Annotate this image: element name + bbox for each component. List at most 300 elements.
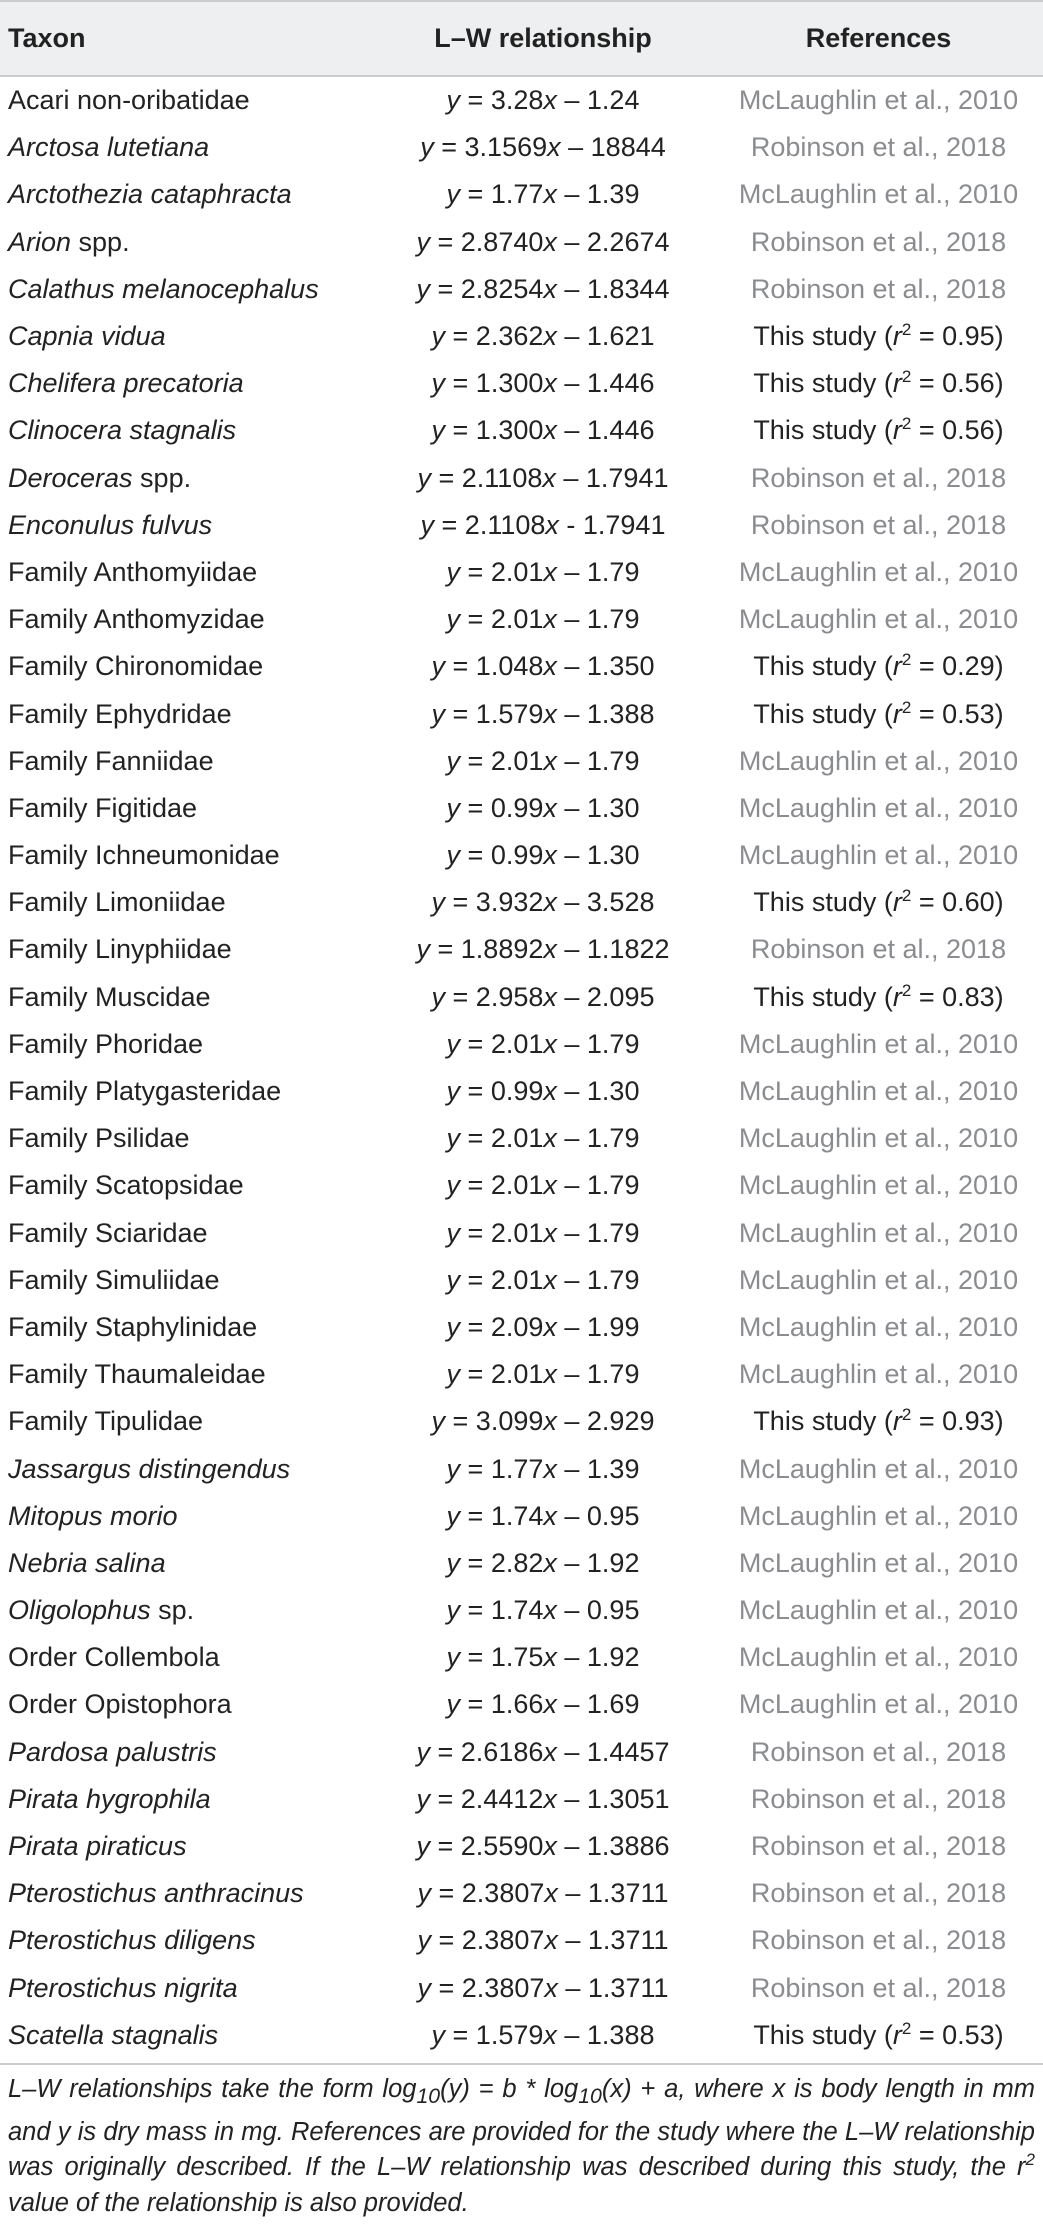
eq-x: x: [543, 651, 557, 682]
eq-y: y: [431, 651, 446, 682]
eq-equals: =: [431, 1925, 462, 1956]
taxon-name: Acari non-oribatidae: [8, 85, 250, 116]
lw-equation-cell: [372, 1634, 714, 1681]
reference-cell: McLaughlin et al., 2010: [738, 1264, 1019, 1295]
taxon-name: Calathus melanocephalus: [8, 273, 319, 304]
eq-slope: 1.75: [490, 1642, 544, 1673]
taxon-cell: [0, 785, 372, 832]
lw-equation-cell: [372, 1210, 714, 1257]
taxon-cell: [0, 1681, 372, 1728]
taxon-cell: [0, 1210, 372, 1257]
eq-x: x: [543, 792, 557, 823]
taxon-cell: [0, 596, 372, 643]
eq-slope: 3.28: [490, 85, 544, 116]
eq-intercept: 1.79: [586, 1217, 640, 1248]
eq-minus: –: [556, 1831, 587, 1862]
taxon-cell: [0, 926, 372, 973]
study-close: ): [994, 651, 1004, 682]
eq-intercept: 1.39: [586, 179, 640, 210]
eq-equals: =: [445, 651, 476, 682]
footnote-part3: (x) + a, where x is body length in mm and y is dry mass in mg. References are provided for the study where the L–W relationship was originally described. If the L–W relationship was described during this study, the r: [8, 2075, 1035, 2182]
study-r: r: [892, 651, 902, 682]
eq-minus: –: [556, 981, 587, 1012]
reference-cell: Robinson et al., 2018: [750, 462, 1007, 493]
table-row: [0, 1257, 1043, 1304]
taxon-cell: [0, 2012, 372, 2059]
eq-intercept: 3.528: [586, 887, 655, 918]
eq-slope: 2.3807: [461, 1925, 545, 1956]
taxon-cell: [0, 1965, 372, 2012]
eq-minus: –: [556, 1453, 587, 1484]
eq-intercept: 1.69: [586, 1689, 640, 1720]
table-row: [0, 1115, 1043, 1162]
footnote-part4: value of the relationship is also provided.: [8, 2188, 469, 2217]
eq-slope: 2.1108: [464, 509, 546, 540]
eq-equals: =: [460, 1170, 491, 1201]
eq-intercept: 1.30: [586, 840, 640, 871]
eq-x: x: [543, 1028, 557, 1059]
eq-x: x: [543, 179, 557, 210]
eq-equals: =: [445, 415, 476, 446]
reference-cell: McLaughlin et al., 2010: [738, 1500, 1019, 1531]
eq-minus: –: [556, 1076, 587, 1107]
reference-cell: McLaughlin et al., 2010: [738, 1642, 1019, 1673]
eq-y: y: [416, 1783, 430, 1814]
table-row: [0, 171, 1043, 218]
eq-y: y: [446, 1170, 461, 1201]
lw-equation-cell: [372, 313, 714, 360]
study-close: ): [994, 2019, 1004, 2050]
eq-minus: –: [556, 1689, 587, 1720]
eq-intercept: 18844: [590, 132, 666, 163]
taxon-name: Jassargus distingendus: [8, 1453, 291, 1484]
reference-cell: McLaughlin et al., 2010: [738, 1217, 1019, 1248]
lw-equation-cell: [372, 2012, 714, 2059]
eq-equals: =: [445, 981, 476, 1012]
eq-equals: =: [460, 1689, 491, 1720]
lw-equation-cell: [372, 455, 714, 502]
eq-y: y: [446, 179, 461, 210]
table-row: [0, 266, 1043, 313]
eq-equals: =: [460, 1359, 491, 1390]
taxon-cell: [0, 1162, 372, 1209]
taxon-name: Mitopus morio: [8, 1500, 178, 1531]
eq-y: y: [446, 1359, 461, 1390]
study-r: r: [892, 321, 902, 352]
eq-intercept: 1.3711: [587, 1878, 669, 1909]
eq-x: x: [543, 1170, 557, 1201]
eq-minus: –: [556, 273, 587, 304]
eq-y: y: [446, 745, 461, 776]
eq-intercept: 1.388: [586, 698, 655, 729]
eq-intercept: 1.388: [586, 2019, 655, 2050]
footnote-part1: L–W relationships take the form log: [8, 2075, 417, 2103]
eq-equals: =: [460, 556, 491, 587]
table-row: [0, 974, 1043, 1021]
taxon-cell: [0, 502, 372, 549]
taxon-cell: [0, 407, 372, 454]
taxon-name: Pirata hygrophila: [8, 1783, 211, 1814]
footnote-sup: 2: [1025, 2150, 1035, 2170]
eq-equals: =: [433, 132, 465, 163]
study-prefix: This study (: [753, 1406, 893, 1437]
study-eq: =: [911, 415, 943, 446]
eq-intercept: 1.99: [586, 1311, 640, 1342]
study-sup: 2: [901, 414, 912, 434]
study-sup: 2: [901, 650, 912, 670]
study-eq: =: [911, 981, 943, 1012]
taxon-name: Family Scatopsidae: [8, 1170, 244, 1201]
eq-x: x: [544, 1972, 558, 2003]
header-lw-relationship: L–W relationship: [434, 23, 652, 53]
table-row: [0, 1681, 1043, 1728]
reference-cell: McLaughlin et al., 2010: [738, 1311, 1019, 1342]
eq-minus: –: [556, 556, 587, 587]
taxon-cell: [0, 1445, 372, 1492]
table-row: [0, 77, 1043, 124]
table-row: [0, 407, 1043, 454]
eq-intercept: 1.79: [586, 1028, 640, 1059]
lw-equation-cell: [372, 502, 714, 549]
taxon-cell: [0, 455, 372, 502]
footnote-sub1: 10: [416, 2084, 441, 2109]
table-row: [0, 1445, 1043, 1492]
eq-slope: 1.77: [490, 1453, 544, 1484]
taxon-name: Chelifera precatoria: [8, 368, 244, 399]
table-row: [0, 596, 1043, 643]
lw-equation-cell: [372, 832, 714, 879]
eq-y: y: [446, 1642, 461, 1673]
reference-cell: Robinson et al., 2018: [750, 1972, 1007, 2003]
eq-minus: –: [556, 321, 587, 352]
lw-equation-cell: [372, 1445, 714, 1492]
eq-y: y: [416, 1831, 430, 1862]
eq-minus: –: [556, 792, 587, 823]
eq-equals: =: [460, 792, 491, 823]
table-row: [0, 643, 1043, 690]
taxon-name: Pterostichus diligens: [8, 1925, 256, 1956]
eq-minus: –: [556, 698, 587, 729]
eq-equals: =: [431, 1878, 462, 1909]
eq-minus: –: [556, 179, 587, 210]
reference-cell: Robinson et al., 2018: [750, 509, 1007, 540]
eq-minus: –: [560, 132, 591, 163]
taxon-suffix: sp.: [150, 1595, 195, 1626]
eq-intercept: 1.3711: [587, 1925, 669, 1956]
eq-slope: 1.048: [475, 651, 544, 682]
taxon-cell: [0, 1021, 372, 1068]
reference-cell: [714, 2012, 1043, 2059]
taxon-name: Family Ichneumonidae: [8, 840, 280, 871]
eq-minus: –: [556, 1500, 587, 1531]
eq-y: y: [417, 462, 431, 493]
taxon-name: Scatella stagnalis: [8, 2019, 219, 2050]
eq-x: x: [543, 934, 557, 965]
eq-minus: –: [557, 1925, 588, 1956]
eq-x: x: [543, 1359, 557, 1390]
eq-y: y: [431, 887, 446, 918]
study-sup: 2: [901, 697, 912, 717]
eq-minus: –: [557, 1972, 588, 2003]
eq-intercept: 2.095: [586, 981, 655, 1012]
eq-slope: 1.300: [475, 368, 544, 399]
study-prefix: This study (: [753, 2019, 893, 2050]
eq-equals: =: [431, 1972, 462, 2003]
eq-y: y: [446, 604, 461, 635]
taxon-cell: [0, 124, 372, 171]
eq-x: x: [543, 1689, 557, 1720]
eq-slope: 2.01: [490, 745, 544, 776]
eq-slope: 2.8740: [460, 226, 544, 257]
study-r2-value: 0.29: [942, 651, 995, 682]
study-prefix: This study (: [753, 981, 893, 1012]
eq-slope: 1.8892: [460, 934, 544, 965]
taxon-name: Family Simuliidae: [8, 1264, 220, 1295]
reference-cell: McLaughlin et al., 2010: [738, 745, 1019, 776]
lw-equation-cell: [372, 1021, 714, 1068]
header-taxon: Taxon: [8, 23, 86, 53]
table-row: [0, 360, 1043, 407]
reference-cell: McLaughlin et al., 2010: [738, 179, 1019, 210]
eq-minus: –: [556, 840, 587, 871]
taxon-name: Nebria salina: [8, 1547, 166, 1578]
taxon-cell: [0, 643, 372, 690]
eq-x: x: [543, 273, 557, 304]
eq-y: y: [446, 1076, 461, 1107]
eq-y: y: [446, 1689, 461, 1720]
study-eq: =: [911, 368, 943, 399]
eq-y: y: [431, 981, 446, 1012]
eq-intercept: 1.446: [586, 368, 655, 399]
study-sup: 2: [901, 2018, 912, 2038]
eq-minus: –: [556, 1028, 587, 1059]
lw-equation-cell: [372, 407, 714, 454]
taxon-cell: [0, 879, 372, 926]
eq-minus: -: [558, 509, 583, 540]
eq-equals: =: [460, 1453, 491, 1484]
eq-y: y: [416, 226, 430, 257]
reference-cell: McLaughlin et al., 2010: [738, 1170, 1019, 1201]
study-r: r: [892, 698, 902, 729]
reference-cell: McLaughlin et al., 2010: [738, 1453, 1019, 1484]
eq-slope: 3.932: [475, 887, 544, 918]
eq-intercept: 1.79: [586, 1170, 640, 1201]
taxon-cell: [0, 832, 372, 879]
lw-equation-cell: [372, 171, 714, 218]
table-row: [0, 219, 1043, 266]
eq-intercept: 1.92: [586, 1547, 640, 1578]
lw-equation-cell: [372, 1162, 714, 1209]
eq-minus: –: [556, 1264, 587, 1295]
taxon-cell: [0, 360, 372, 407]
reference-cell: McLaughlin et al., 2010: [738, 1595, 1019, 1626]
reference-cell: Robinson et al., 2018: [750, 273, 1007, 304]
eq-intercept: 1.79: [586, 556, 640, 587]
bottom-rule: [0, 2063, 1043, 2065]
reference-cell: Robinson et al., 2018: [750, 1736, 1007, 1767]
eq-slope: 3.099: [475, 1406, 544, 1437]
study-r: r: [892, 981, 902, 1012]
table-row: [0, 1823, 1043, 1870]
lw-equation-cell: [372, 1587, 714, 1634]
taxon-suffix: spp.: [71, 226, 130, 257]
study-prefix: This study (: [753, 321, 893, 352]
eq-intercept: 1.79: [586, 604, 640, 635]
lw-equation-cell: [372, 1351, 714, 1398]
eq-intercept: 1.92: [586, 1642, 640, 1673]
taxon-cell: [0, 1351, 372, 1398]
eq-intercept: 0.95: [586, 1500, 640, 1531]
taxon-name: Family Fanniidae: [8, 745, 214, 776]
study-r: r: [892, 1406, 902, 1437]
eq-minus: –: [556, 1359, 587, 1390]
study-r2-value: 0.60: [942, 887, 995, 918]
eq-slope: 1.77: [490, 179, 544, 210]
reference-cell: [714, 974, 1043, 1021]
reference-cell: McLaughlin et al., 2010: [738, 85, 1019, 116]
eq-minus: –: [556, 85, 587, 116]
eq-x: x: [545, 509, 559, 540]
eq-slope: 2.01: [490, 1264, 544, 1295]
lw-equation-cell: [372, 1729, 714, 1776]
table-row: [0, 690, 1043, 737]
eq-slope: 2.958: [475, 981, 544, 1012]
eq-y: y: [446, 840, 461, 871]
lw-equation-cell: [372, 1870, 714, 1917]
lw-equation-cell: [372, 219, 714, 266]
eq-minus: –: [556, 1595, 587, 1626]
taxon-name: Family Sciaridae: [8, 1217, 208, 1248]
eq-slope: 1.579: [475, 2019, 544, 2050]
eq-intercept: 1.1822: [586, 934, 670, 965]
lw-equation-cell: [372, 1493, 714, 1540]
eq-intercept: 1.3711: [587, 1972, 669, 2003]
eq-minus: –: [556, 368, 587, 399]
eq-slope: 2.3807: [461, 1972, 545, 2003]
taxon-name: Family Staphylinidae: [8, 1311, 258, 1342]
lw-equation-cell: [372, 1776, 714, 1823]
eq-equals: =: [445, 321, 476, 352]
eq-intercept: 1.8344: [586, 273, 670, 304]
lw-equation-cell: [372, 690, 714, 737]
table-row: [0, 1351, 1043, 1398]
table-row: [0, 1587, 1043, 1634]
table-row: [0, 1776, 1043, 1823]
eq-x: x: [543, 1736, 557, 1767]
eq-x: x: [543, 1547, 557, 1578]
study-close: ): [994, 1406, 1004, 1437]
eq-minus: –: [556, 1311, 587, 1342]
eq-x: x: [543, 2019, 557, 2050]
eq-intercept: 1.24: [586, 85, 640, 116]
taxon-cell: [0, 549, 372, 596]
eq-y: y: [446, 1595, 461, 1626]
reference-cell: McLaughlin et al., 2010: [738, 792, 1019, 823]
eq-equals: =: [460, 1217, 491, 1248]
eq-equals: =: [445, 1406, 476, 1437]
eq-x: x: [543, 226, 557, 257]
reference-cell: McLaughlin et al., 2010: [738, 1076, 1019, 1107]
lw-equation-cell: [372, 974, 714, 1021]
eq-slope: 1.74: [490, 1595, 544, 1626]
eq-minus: –: [556, 226, 587, 257]
eq-y: y: [446, 1311, 461, 1342]
study-close: ): [994, 887, 1004, 918]
eq-y: y: [417, 1878, 431, 1909]
eq-intercept: 2.2674: [586, 226, 670, 257]
eq-y: y: [417, 1925, 431, 1956]
taxon-name: Family Tipulidae: [8, 1406, 204, 1437]
eq-x: x: [543, 1783, 557, 1814]
lw-equation-cell: [372, 738, 714, 785]
eq-slope: 2.01: [490, 604, 544, 635]
taxon-name: Enconulus fulvus: [8, 509, 213, 540]
eq-slope: 2.01: [490, 1028, 544, 1059]
study-sup: 2: [901, 886, 912, 906]
study-prefix: This study (: [753, 368, 893, 399]
table-row: [0, 1634, 1043, 1681]
reference-cell: [714, 643, 1043, 690]
eq-minus: –: [556, 651, 587, 682]
eq-slope: 2.82: [490, 1547, 544, 1578]
eq-intercept: 1.7941: [582, 509, 666, 540]
reference-cell: Robinson et al., 2018: [750, 1783, 1007, 1814]
eq-equals: =: [430, 1783, 461, 1814]
table-row: [0, 124, 1043, 171]
reference-cell: McLaughlin et al., 2010: [738, 556, 1019, 587]
taxon-cell: [0, 1776, 372, 1823]
lw-equation-cell: [372, 926, 714, 973]
lw-equation-cell: [372, 785, 714, 832]
lw-equation-cell: [372, 77, 714, 124]
eq-equals: =: [460, 1595, 491, 1626]
eq-intercept: 1.4457: [586, 1736, 670, 1767]
study-eq: =: [911, 1406, 943, 1437]
eq-minus: –: [556, 934, 587, 965]
taxon-name: Pirata piraticus: [8, 1831, 187, 1862]
eq-slope: 2.01: [490, 1217, 544, 1248]
eq-equals: =: [460, 1547, 491, 1578]
eq-y: y: [420, 509, 435, 540]
table-footnote: [8, 2072, 1035, 2221]
eq-slope: 1.579: [475, 698, 544, 729]
lw-equation-cell: [372, 1304, 714, 1351]
eq-x: x: [543, 1406, 557, 1437]
taxon-name: Family Limoniidae: [8, 887, 226, 918]
study-eq: =: [911, 2019, 943, 2050]
taxon-cell: [0, 1587, 372, 1634]
eq-minus: –: [556, 1123, 587, 1154]
eq-x: x: [544, 1878, 558, 1909]
eq-x: x: [547, 132, 561, 163]
study-prefix: This study (: [753, 698, 893, 729]
eq-x: x: [543, 368, 557, 399]
eq-intercept: 2.929: [586, 1406, 655, 1437]
taxon-name: Arctosa lutetiana: [8, 132, 210, 163]
eq-slope: 2.6186: [460, 1736, 544, 1767]
eq-equals: =: [434, 509, 465, 540]
taxon-name: Family Linyphiidae: [8, 934, 232, 965]
reference-cell: Robinson et al., 2018: [750, 226, 1007, 257]
taxon-name: Pardosa palustris: [8, 1736, 217, 1767]
study-sup: 2: [901, 1405, 912, 1425]
study-r2-value: 0.95: [942, 321, 995, 352]
eq-slope: 2.8254: [460, 273, 544, 304]
table-row: [0, 1210, 1043, 1257]
eq-equals: =: [445, 698, 476, 729]
eq-intercept: 1.79: [586, 1359, 640, 1390]
taxon-genus: Oligolophus: [8, 1595, 151, 1626]
